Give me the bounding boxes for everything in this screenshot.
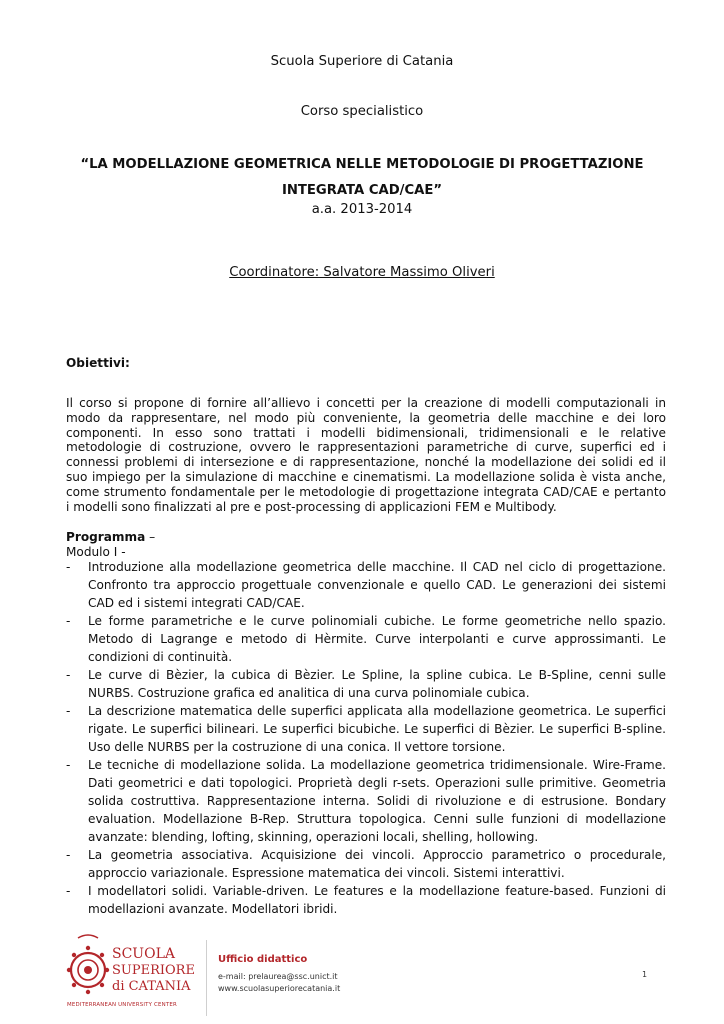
logo-line-3: di CATANIA (112, 979, 191, 994)
list-item-text: Le tecniche di modellazione solida. La modellazione geometrica tridimensionale. Wire-Frame. Dati geometrici e dati topologici. Proprietà degli r-sets. Operazioni sulle primitive. Geometria solida costruttiva. Rappresentazione interna. Solidi di rivoluzione e di estrusione. Bondary evaluation. Modellazione B-Rep. Struttura topologica. Cenni sulle funzioni di modellazione avanzate: blending, lofting, skinning, operazioni locali, shelling, hollowing. (88, 758, 666, 844)
bullet-dash: - (66, 758, 71, 772)
office-email[interactable]: e-mail: prelaurea@ssc.unict.it (218, 972, 338, 981)
bullet-dash: - (66, 668, 71, 682)
list-item (66, 666, 666, 702)
course-type: Corso specialistico (300, 104, 424, 119)
list-item-text: La geometria associativa. Acquisizione dei vincoli. Approccio parametrico o procedurale, approccio variazionale. Espressione matematica dei vincoli. Sistemi interattivi. (88, 848, 666, 880)
bullet-dash: - (66, 560, 71, 574)
course-title-line-1: “LA MODELLAZIONE GEOMETRICA NELLE METODOLOGIE DI PROGETTAZIONE (80, 157, 644, 172)
list-item-text: Le curve di Bèzier, la cubica di Bèzier. Le Spline, la spline cubica. Le B-Spline, cenni sulle NURBS. Costruzione grafica ed analitica di una curva polinomiale cubica. (88, 668, 666, 700)
office-website[interactable]: www.scuolasuperiorecatania.it (218, 984, 341, 993)
coordinator-text: Coordinatore: Salvatore Massimo Oliveri (229, 265, 495, 280)
list-item-text: Introduzione alla modellazione geometrica delle macchine. Il CAD nel ciclo di progettazione. Confronto tra approccio progettuale convenzionale e quello CAD. Le generazioni dei sistemi CAD ed i sistemi integrati CAD/CAE. (88, 560, 666, 610)
program-heading-suffix: – (145, 530, 156, 544)
logo-line-1: SCUOLA (112, 946, 175, 962)
list-item (66, 882, 666, 918)
school-name: Scuola Superiore di Catania (270, 54, 454, 69)
bullet-dash: - (66, 614, 71, 628)
page-footer (0, 930, 724, 1024)
coordinator (66, 265, 658, 280)
logo-emblem-icon (67, 935, 109, 994)
list-item (66, 558, 666, 612)
bullet-dash: - (66, 704, 71, 718)
list-item (66, 846, 666, 882)
school-logo (66, 930, 196, 1012)
list-item-text: Le forme parametriche e le curve polinomiali cubiche. Le forme geometriche nello spazio. Metodo di Lagrange e metodo di Hèrmite. Curve interpolanti e curve approssimanti. Le condizioni di continuità. (88, 614, 666, 664)
list-item (66, 756, 666, 846)
logo-line-2: SUPERIORE (112, 963, 195, 978)
page-number: 1 (642, 970, 648, 979)
footer-divider (206, 940, 207, 1016)
list-item-text: I modellatori solidi. Variable-driven. Le features e la modellazione feature-based. Funzioni di modellazioni avanzate. Modellatori ibridi. (88, 884, 666, 916)
list-item-text: La descrizione matematica delle superfici applicata alla modellazione geometrica. Le superfici rigate. Le superfici bilineari. Le superfici bicubiche. Le superfici di Bèzier. Le superfici B-spline. Uso delle NURBS per la costruzione di una conica. Il vettore torsione. (88, 704, 666, 754)
office-label: Ufficio didattico (218, 954, 308, 965)
course-title (66, 152, 658, 204)
bullet-dash: - (66, 848, 71, 862)
program-list (66, 558, 666, 918)
course-title-line-2: INTEGRATA CAD/CAE” (281, 183, 443, 198)
program-heading (66, 530, 666, 545)
module-label: Modulo I - (66, 545, 126, 559)
logo-subtitle: MEDITERRANEAN UNIVERSITY CENTER (67, 1002, 177, 1008)
list-item (66, 702, 666, 756)
bullet-dash: - (66, 884, 71, 898)
objectives-text: Il corso si propone di fornire all’allievo i concetti per la creazione di modelli computazionali in modo da rappresentare, nel modo più conveniente, la geometria delle macchine e dei loro componenti. In esso sono trattati i modelli bidimensionali, tridimensionali e le relative metodologie di costruzione, ovvero le rappresentazioni parametriche di curve, superfici ed i connessi problemi di intersezione e di rappresentazione, nonché la modellazione dei solidi ed il suo impiego per la simulazione di macchine e cinematismi. La modellazione solida è vista anche, come strumento fondamentale per le metodologie di progettazione integrata CAD/CAE e pertanto i modelli sono finalizzati al pre e post-processing di applicazioni FEM e Multibody. (66, 396, 666, 514)
objectives-heading: Obiettivi: (66, 356, 130, 370)
academic-year: a.a. 2013-2014 (311, 202, 413, 217)
program-heading-label: Programma (66, 530, 146, 544)
list-item (66, 612, 666, 666)
